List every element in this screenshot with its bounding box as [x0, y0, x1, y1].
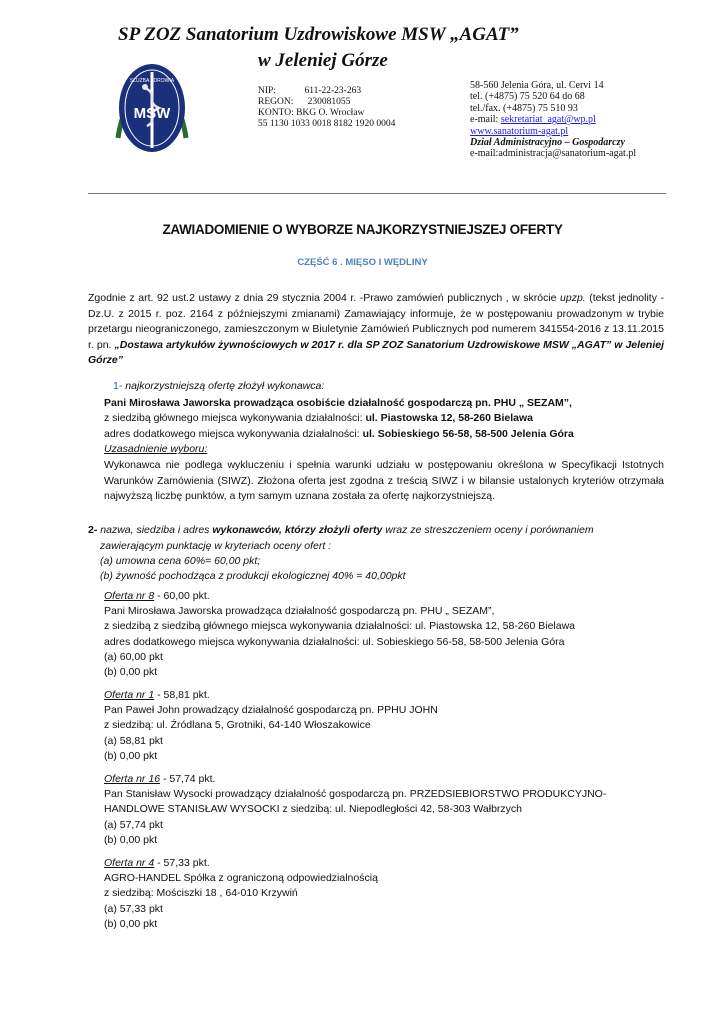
fax: tel./fax. (+4875) 75 510 93 [470, 102, 578, 114]
offer-score-b: (b) 0,00 pkt [104, 834, 158, 846]
offer-score-a: (a) 60,00 pkt [104, 651, 163, 663]
offer-score-a: (a) 57,33 pkt [104, 903, 163, 915]
logo-text: MSW [133, 105, 171, 122]
offer-line: adres dodatkowego miejsca wykonywania działalności: ul. Sobieskiego 56-58, 58-500 Jelenia Góra [104, 636, 565, 648]
offer-score-b: (b) 0,00 pkt [104, 666, 158, 678]
offer-title: Oferta nr 8 - 60,00 pkt. [104, 590, 210, 602]
offer-line: Pan Paweł John prowadzący działalność gospodarczą pn. PPHU JOHN [104, 704, 438, 716]
offer-line: z siedzibą z siedzibą głównego miejsca wykonywania działalności: ul. Piastowska 12, 58-260 Bielawa [104, 620, 575, 632]
offer-score-a: (a) 58,81 pkt [104, 735, 163, 747]
email-line: e-mail: sekretariat_agat@wp.pl [470, 114, 596, 126]
website-link[interactable]: www.sanatorium-agat.pl [470, 125, 569, 137]
email-link[interactable]: sekretariat_agat@wp.pl [500, 114, 596, 126]
department-email: e-mail:administracja@sanatorium-agat.pl [470, 148, 637, 160]
offer-line: z siedzibą: Mościszki 18 , 64-010 Krzywiń [104, 887, 298, 899]
criterion-price: (a) umowna cena 60%= 60,00 pkt; [100, 555, 261, 567]
offer-line: AGRO-HANDEL Spółka z ograniczoną odpowiedzialnością [104, 872, 378, 884]
offer-score-a: (a) 57,74 pkt [104, 819, 163, 831]
offer-line: HANDLOWE STANISŁAW WYSOCKI z siedzibą: ul. Niepodległości 42, 58-303 Wałbrzych [104, 803, 523, 815]
winner-seat: z siedzibą głównego miejsca wykonywania działalności: ul. Piastowska 12, 58-260 Bielawa [104, 412, 533, 424]
reason-label: Uzasadnienie wyboru: [104, 443, 208, 455]
winner-extra-address: adres dodatkowego miejsca wykonywania działalności: ul. Sobieskiego 56-58, 58-500 Jelenia Góra [104, 428, 574, 440]
document-heading: ZAWIADOMIENIE O WYBORZE NAJKORZYSTNIEJSZEJ OFERTY [162, 222, 563, 237]
account-number: 55 1130 1033 0018 8182 1920 0004 [258, 119, 396, 129]
offer-score-b: (b) 0,00 pkt [104, 918, 158, 930]
section2-header: 2- nazwa, siedziba i adres wykonawców, którzy złożyli oferty wraz ze streszczeniem oceny i porównaniem [88, 524, 594, 536]
company-identifiers [258, 86, 395, 130]
offer-score-b: (b) 0,00 pkt [104, 750, 158, 762]
logo-caption: SŁUŻBA ZDROWIA [129, 78, 175, 84]
regon: REGON: 230081055 [258, 97, 351, 107]
section1-header: 1- najkorzystniejszą ofertę złożył wykonawca: [113, 380, 325, 392]
msw-logo [112, 48, 192, 158]
header-divider [88, 193, 666, 194]
offer-title: Oferta nr 16 - 57,74 pkt. [104, 773, 216, 785]
institution-city: w Jeleniej Górze [258, 50, 388, 71]
reason-text: Wykonawca nie podlega wykluczeniu i spełnia warunki udziału w postępowaniu określona w Specyfikacji Istotnych Warunków Zamówienia (SIWZ). Złożona oferta jest zgodna z treścią SIWZ i w bilansie ustalonych kryteriów otrzymała najwyższą liczbę punktów, a tym samym uznana została za ofertę najkorzystniejszą. [104, 459, 664, 502]
winner-name: Pani Mirosława Jaworska prowadząca osobiście działalność gospodarczą pn. PHU „ SEZAM”, [104, 397, 572, 409]
criterion-eco: (b) żywność pochodząca z produkcji ekologicznej 40% = 40,00pkt [100, 570, 406, 582]
section2-header-cont: zawierającym punktację w kryteriach oceny ofert : [100, 540, 332, 552]
institution-title: SP ZOZ Sanatorium Uzdrowiskowe MSW „AGAT” [118, 24, 519, 45]
offer-line: Pani Mirosława Jaworska prowadząca działalność gospodarczą pn. PHU „ SEZAM”, [104, 605, 495, 617]
document-part: CZĘŚĆ 6 . MIĘSO I WĘDLINY [297, 257, 428, 268]
offer-line: z siedzibą: ul. Źródlana 5, Grotniki, 64-140 Włoszakowice [104, 719, 371, 731]
offer-line: Pan Stanisław Wysocki prowadzący działalność gospodarczą pn. PRZEDSIEBIORSTWO PRODUKCYJNO- [104, 788, 607, 800]
contact-block [470, 80, 636, 160]
street-address: 58-560 Jelenia Góra, ul. Cervi 14 [470, 80, 604, 91]
offer-title: Oferta nr 1 - 58,81 pkt. [104, 689, 210, 701]
website-line [470, 126, 636, 137]
department: Dział Administracyjno – Gospodarczy [470, 137, 625, 149]
phone: tel. (+4875) 75 520 64 do 68 [470, 91, 585, 103]
intro-paragraph: Zgodnie z art. 92 ust.2 ustawy z dnia 29 stycznia 2004 r. -Prawo zamówień publicznych , w skrócie upzp. (tekst jednolity - Dz.U. z 2015 r. poz. 2164 z późniejszymi zmianami) Zamawiający informuje, że w postępowaniu prowadzonym w trybie przetargu nieograniczonego, zamieszczonym w Biuletynie Zamówień Publicznych pod numerem 341554-2016 z 13.11.2015 r. pn. „Dostawa artykułów żywnościowych w 2017 r. dla SP ZOZ Sanatorium Uzdrowiskowe MSW „AGAT” w Jeleniej Górze” [88, 292, 664, 366]
offer-title: Oferta nr 4 - 57,33 pkt. [104, 857, 210, 869]
bank: KONTO: BKG O. Wrocław [258, 108, 365, 118]
nip: NIP: 611-22-23-263 [258, 86, 362, 96]
